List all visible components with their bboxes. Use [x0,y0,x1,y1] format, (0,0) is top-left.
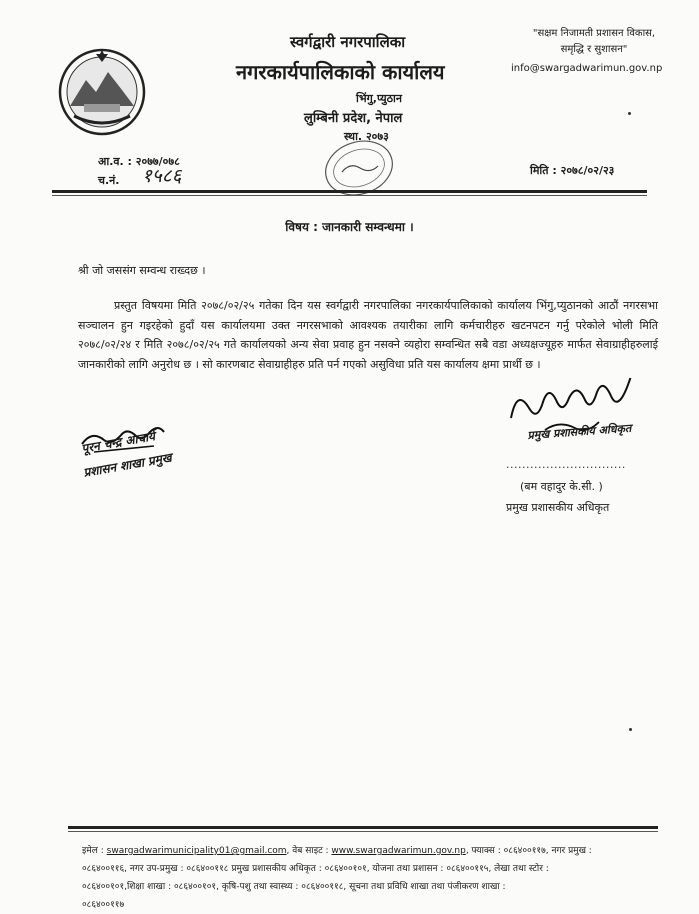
footer-line-1-rest: , फ्याक्स : ०८६४००११७, नगर प्रमुख : [465,846,592,856]
municipality-emblem [56,44,148,136]
office-province: लुम्बिनी प्रदेश, नेपाल [304,111,403,126]
footer-website-label: , वेब साइट : [286,846,329,856]
motto-line-1: "सक्षम निजामती प्रशासन विकास, [532,28,656,39]
right-signatory-designation: प्रमुख प्रशासकीय अधिकृत [506,501,610,514]
header-rule [52,190,647,193]
left-signatory-name: पूरन चन्द्र आचार्य [80,429,157,456]
motto [510,26,678,58]
scan-speck [629,728,632,731]
footer-line-1 [82,842,682,860]
footer-line-4: ०८६४००११७ [82,900,125,910]
dispatch-number: १५८६ [142,165,182,187]
footer-contacts [82,842,682,914]
office-email: info@swargadwarimun.gov.np [511,63,663,74]
motto-line-2: समृद्धि र सुशासन" [560,44,628,55]
letter-date: मिति : २०७८/०२/२३ [530,164,615,177]
footer-line-2: ०८६४००११६, नगर उप-प्रमुख : ०८६४००११८ प्रमुख प्रशासकीय अधिकृत : ०८६४००१०१, योजना तथा प्रशासन : ०८६४००११५, लेखा तथा स्टोर : [82,864,549,874]
fiscal-year: आ.व. : २०७७/०७८ [98,155,180,168]
office-location: भिंगु,प्युठान [356,92,402,105]
municipality-name: स्वर्गद्वारी नगरपालिका [290,33,406,51]
footer-email-link[interactable]: swargadwarimunicipality01@gmail.com [106,846,287,856]
header-rule-thin [52,195,647,196]
office-stamp [320,138,398,198]
footer-line-3: ०८६४००१०१,शिक्षा शाखा : ०८६४००१०१, कृषि-पशु तथा स्वास्थ्य : ०८६४००११८, सूचना तथा प्रविधि शाखा तथा पंजीकरण शाखा : [82,882,506,892]
left-signature-block [74,412,224,502]
right-signature-block [505,378,665,458]
footer-email-label: इमेल : [82,846,104,856]
dispatch-number-label: च.नं. [98,174,120,187]
scan-speck [628,112,631,115]
right-signatory-stamp: प्रमुख प्रशासकीय अधिकृत [527,421,632,442]
left-signatory-title: प्रशासन शाखा प्रमुख [82,450,173,480]
letter-addressee: श्री जो जससंग सम्वन्ध राख्दछ । [78,264,206,277]
footer-rule-thin [68,831,658,832]
established-year: स्था. २०७३ [344,130,389,143]
letter-subject: विषय : जानकारी सम्वन्धमा । [285,220,414,234]
letter-body: प्रस्तुत विषयमा मिति २०७८/०२/२५ गतेका दिन यस स्वर्गद्वारी नगरपालिका नगरकार्यपालिकाको कार्यालय भिंगु,प्युठानको आठौं नगरसभा सञ्चालन हुन गइरहेको हुदाँ यस कार्यालयमा उक्त नगरसभाको आवश्यक तयारीका लागि कर्मचारीहरु खटनपटन गर्नु परेकोले भोली मिति २०७८/०२/२४ र मिति २०७८/०२/२५ गते कार्यालयको अन्य सेवा प्रवाह हुन नसक्ने व्यहोरा सम्वन्धित सबै वडा अध्यक्षज्यूहरु मार्फत सेवाग्राहीहरुलाई जानकारीको लागि अनुरोध छ । सो कारणबाट सेवाग्राहीहरु प्रति पर्न गएको असुविधा प्रति यस कार्यालय क्षमा प्रार्थी छ । [78,299,658,371]
right-signatory-name: (बम वहादुर के.सी. ) [520,480,603,493]
signature-dotted-line: .............................. [506,458,626,471]
office-name: नगरकार्यपालिकाको कार्यालय [236,60,445,84]
footer-rule [68,826,658,829]
footer-website-link[interactable]: www.swargadwarimun.gov.np [331,846,466,856]
